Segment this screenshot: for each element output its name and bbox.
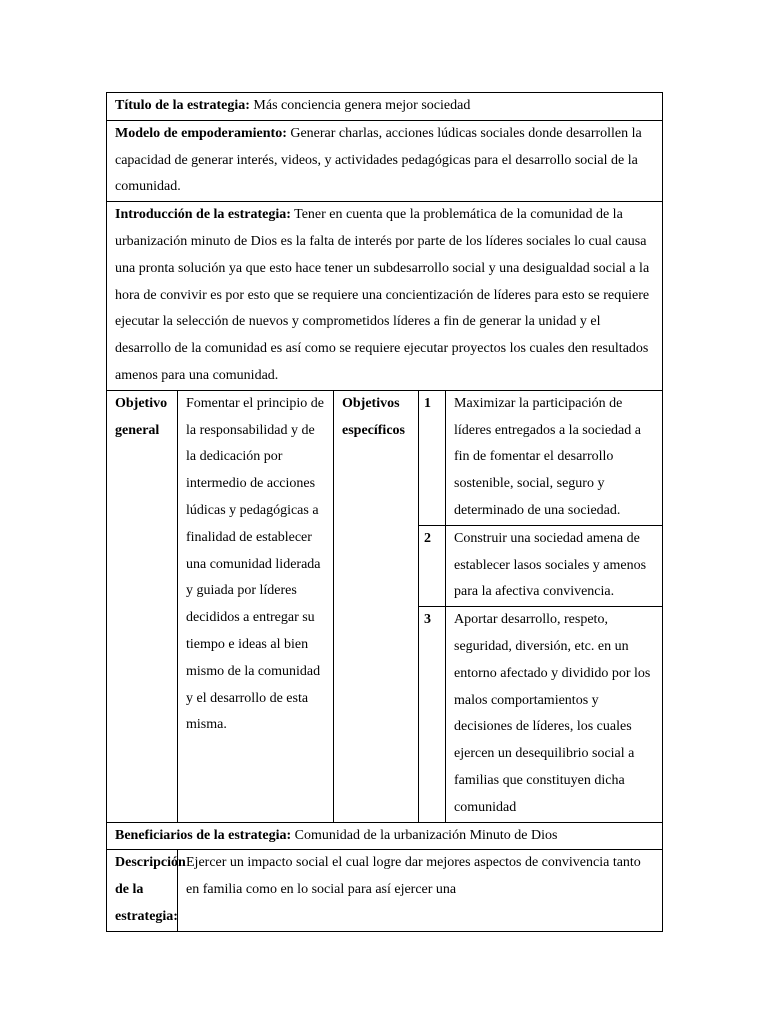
objetivo-text: Construir una sociedad amena de establecer lasos sociales y amenos para la afectiva convivencia. — [446, 525, 663, 606]
modelo-value: Generar charlas, acciones lúdicas sociales donde desarrollen la capacidad de generar interés, videos, y actividades pedagógicas para el desarrollo social de la comunidad. — [115, 125, 642, 195]
objetivo-text: Aportar desarrollo, respeto, seguridad, diversión, etc. en un entorno afectado y dividido por los malos comportamientos y decisiones de líderes, los cuales ejercen un desequilibrio social a familias que constituyen dicha comunidad — [446, 607, 663, 822]
modelo-cell — [107, 120, 663, 201]
objetivo-number: 3 — [419, 607, 446, 822]
objetivo-general-value: Fomentar el principio de la responsabilidad y de la dedicación por intermedio de acciones lúdicas y pedagógicas a finalidad de establecer una comunidad liderada y guiada por líderes decididos a entregar su tiempo e ideas al bien mismo de la comunidad y el desarrollo de esta misma. — [178, 390, 334, 822]
titulo-label: Título de la estrategia: — [115, 98, 250, 113]
titulo-cell — [107, 93, 663, 121]
beneficiarios-cell — [107, 822, 663, 850]
row-modelo — [107, 120, 663, 201]
objetivo-text: Maximizar la participación de líderes entregados a la sociedad a fin de fomentar el desarrollo sostenible, social, seguro y determinado de una sociedad. — [446, 390, 663, 525]
objetivo-number: 1 — [419, 390, 446, 525]
row-titulo — [107, 93, 663, 121]
objetivo-general-label: Objetivo general — [107, 390, 178, 822]
introduccion-label: Introducción de la estrategia: — [115, 207, 291, 223]
row-objetivo-1 — [107, 390, 663, 525]
introduccion-value: Tener en cuenta que la problemática de la comunidad de la urbanización minuto de Dios es la falta de interés por parte de los líderes sociales lo cual causa una pronta solución ya que esto hace tener un subdesarrollo social y una desigualdad social a la hora de convivir es por esto que se requiere una concientización de líderes para esto se requiere ejecutar la selección de nuevos y comprometidos líderes a fin de generar la unidad y el desarrollo de la comunidad es así como se requiere ejecutar proyectos los cuales den resultados amenos para una comunidad. — [115, 207, 650, 383]
row-beneficiarios — [107, 822, 663, 850]
objetivos-especificos-label: Objetivos específicos — [334, 390, 419, 822]
beneficiarios-value: Comunidad de la urbanización Minuto de Dios — [294, 827, 558, 843]
row-introduccion — [107, 202, 663, 391]
descripcion-value: Ejercer un impacto social el cual logre dar mejores aspectos de convivencia tanto en familia como en lo social para así ejercer una — [178, 850, 663, 931]
strategy-table — [106, 92, 663, 932]
beneficiarios-label: Beneficiarios de la estrategia: — [115, 827, 292, 843]
introduccion-cell — [107, 202, 663, 391]
objetivo-number: 2 — [419, 525, 446, 606]
modelo-label: Modelo de empoderamiento: — [115, 125, 287, 141]
titulo-value: Más conciencia genera mejor sociedad — [253, 98, 471, 113]
row-descripcion — [107, 850, 663, 931]
descripcion-label: Descripción de la estrategia: — [107, 850, 178, 931]
